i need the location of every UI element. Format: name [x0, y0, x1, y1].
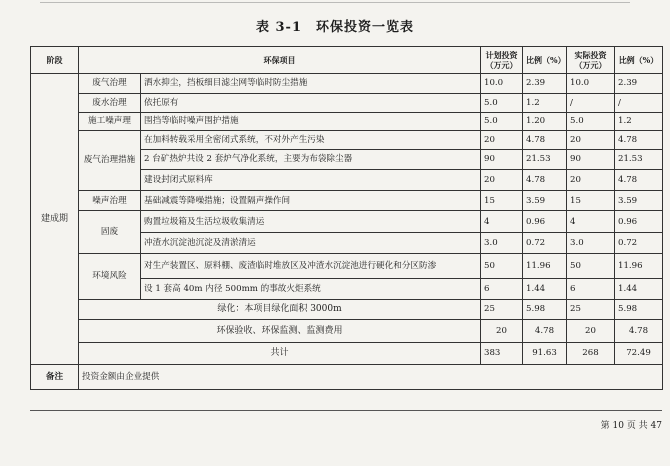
actual-ratio-cell: 4.78 — [615, 320, 663, 343]
actual-ratio-cell: 4.78 — [615, 170, 663, 191]
total-actual-ratio: 72.49 — [615, 342, 663, 365]
actual-cell: 50 — [567, 254, 615, 279]
plan-ratio-cell: 5.98 — [523, 299, 567, 320]
greening-row — [31, 299, 663, 320]
actual-ratio-cell: 0.72 — [615, 232, 663, 254]
actual-ratio-cell: 5.98 — [615, 299, 663, 320]
category-cell: 施工噪声理 — [79, 112, 141, 130]
actual-ratio-cell: 2.39 — [615, 73, 663, 94]
plan-ratio-cell: 0.96 — [523, 211, 567, 233]
plan-cell: 50 — [481, 254, 523, 279]
total-actual: 268 — [567, 342, 615, 365]
table-title: 表 3-1 环保投资一览表 — [255, 20, 414, 35]
monitoring-label: 环保验收、环保监测、监测费用 — [79, 320, 481, 343]
plan-cell: 25 — [481, 299, 523, 320]
plan-cell: 5.0 — [481, 112, 523, 130]
actual-ratio-cell: 0.96 — [615, 211, 663, 233]
item-cell: 对生产装置区、原料棚、废渣临时堆放区及冲渣水沉淀池进行硬化和分区防渗 — [141, 254, 481, 279]
actual-ratio-cell: 3.59 — [615, 190, 663, 211]
category-cell: 环境风险 — [79, 254, 141, 299]
total-row — [31, 342, 663, 365]
category-cell: 废水治理 — [79, 94, 141, 112]
actual-cell: 20 — [567, 170, 615, 191]
header-actual-ratio: 比例（%） — [615, 47, 663, 74]
actual-cell: / — [567, 94, 615, 112]
header-item: 环保项目 — [79, 47, 481, 74]
plan-cell: 6 — [481, 279, 523, 300]
category-cell: 噪声治理 — [79, 190, 141, 211]
actual-cell: 5.0 — [567, 112, 615, 130]
actual-cell: 15 — [567, 190, 615, 211]
plan-cell: 10.0 — [481, 73, 523, 94]
plan-cell: 20 — [481, 170, 523, 191]
header-plan: 计划投资（万元） — [481, 47, 523, 74]
item-cell: 购置垃圾箱及生活垃圾收集清运 — [141, 211, 481, 233]
plan-cell: 20 — [481, 320, 523, 343]
actual-cell: 20 — [567, 131, 615, 149]
remark-text: 投资金额由企业提供 — [79, 365, 663, 390]
table-row — [31, 73, 663, 94]
actual-cell: 6 — [567, 279, 615, 300]
header-row — [31, 47, 663, 74]
monitoring-row — [31, 320, 663, 343]
table-row — [31, 112, 663, 130]
table-row — [31, 254, 663, 279]
greening-label: 绿化：本项目绿化面积 3000m — [79, 299, 481, 320]
header-plan-ratio: 比例（%） — [523, 47, 567, 74]
actual-cell: 20 — [567, 320, 615, 343]
plan-cell: 5.0 — [481, 94, 523, 112]
actual-ratio-cell: / — [615, 94, 663, 112]
item-cell: 冲渣水沉淀池沉淀及清淤清运 — [141, 232, 481, 254]
remark-row — [31, 365, 663, 390]
table-row — [31, 94, 663, 112]
plan-ratio-cell: 4.78 — [523, 320, 567, 343]
plan-ratio-cell: 3.59 — [523, 190, 567, 211]
stage-cell: 建成期 — [31, 73, 79, 365]
category-cell: 废气治理措施 — [79, 131, 141, 191]
item-cell: 依托原有 — [141, 94, 481, 112]
plan-ratio-cell: 1.2 — [523, 94, 567, 112]
header-rule — [40, 2, 630, 7]
plan-ratio-cell: 21.53 — [523, 149, 567, 170]
table-row — [31, 190, 663, 211]
actual-cell: 4 — [567, 211, 615, 233]
actual-cell: 25 — [567, 299, 615, 320]
category-cell: 废气治理 — [79, 73, 141, 94]
header-stage: 阶段 — [31, 47, 79, 74]
table-row — [31, 131, 663, 149]
plan-ratio-cell: 11.96 — [523, 254, 567, 279]
actual-ratio-cell: 21.53 — [615, 149, 663, 170]
header-actual: 实际投资（万元） — [567, 47, 615, 74]
item-cell: 围挡等临时噪声围护措施 — [141, 112, 481, 130]
plan-cell: 20 — [481, 131, 523, 149]
plan-ratio-cell: 4.78 — [523, 170, 567, 191]
item-cell: 在加料转载采用全密闭式系统，不对外产生污染 — [141, 131, 481, 149]
investment-table — [30, 46, 663, 390]
actual-cell: 3.0 — [567, 232, 615, 254]
item-cell: 基础减震等降噪措施；设置隔声操作间 — [141, 190, 481, 211]
total-label: 共计 — [79, 342, 481, 365]
actual-cell: 10.0 — [567, 73, 615, 94]
plan-ratio-cell: 1.44 — [523, 279, 567, 300]
plan-ratio-cell: 4.78 — [523, 131, 567, 149]
footer-rule — [30, 410, 662, 411]
remark-label: 备注 — [31, 365, 79, 390]
total-plan-ratio: 91.63 — [523, 342, 567, 365]
page-number: 第 10 页 共 47 — [600, 421, 662, 431]
plan-cell: 4 — [481, 211, 523, 233]
item-cell: 建设封闭式原料库 — [141, 170, 481, 191]
total-plan: 383 — [481, 342, 523, 365]
item-cell: 2 台矿热炉共设 2 套炉气净化系统，主要为布袋除尘器 — [141, 149, 481, 170]
actual-ratio-cell: 1.44 — [615, 279, 663, 300]
actual-ratio-cell: 1.2 — [615, 112, 663, 130]
plan-ratio-cell: 0.72 — [523, 232, 567, 254]
actual-cell: 90 — [567, 149, 615, 170]
item-cell: 设 1 套高 40m 内径 500mm 的事故火炬系统 — [141, 279, 481, 300]
plan-cell: 15 — [481, 190, 523, 211]
actual-ratio-cell: 4.78 — [615, 131, 663, 149]
table-row — [31, 211, 663, 233]
actual-ratio-cell: 11.96 — [615, 254, 663, 279]
plan-cell: 90 — [481, 149, 523, 170]
plan-cell: 3.0 — [481, 232, 523, 254]
category-cell: 固废 — [79, 211, 141, 254]
plan-ratio-cell: 2.39 — [523, 73, 567, 94]
plan-ratio-cell: 1.20 — [523, 112, 567, 130]
item-cell: 洒水抑尘，挡板细目滤尘网等临时防尘措施 — [141, 73, 481, 94]
